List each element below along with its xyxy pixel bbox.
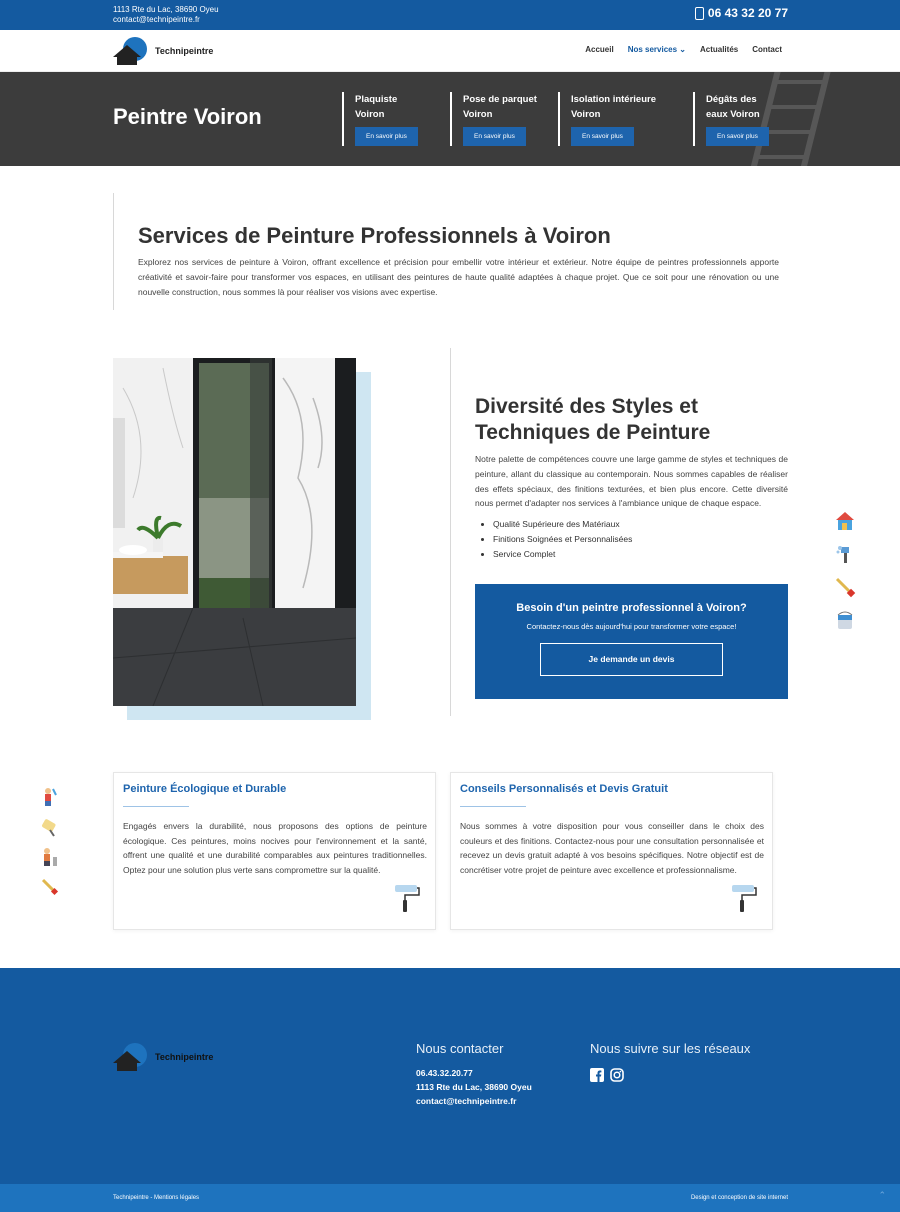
page-title: Peintre Voiron [113,104,262,129]
hero-card-title: Isolation intérieure Voiron [571,94,656,120]
list-item: • Finitions Soignées et Personnalisées [493,532,788,547]
list-item: • Qualité Supérieure des Matériaux [493,517,788,532]
top-address: 1113 Rte du Lac, 38690 Oyeu [113,5,219,14]
painter-icon [40,787,60,807]
brush-icon [40,877,60,897]
section-divider [450,348,451,716]
intro-section [113,193,783,310]
footer-logo[interactable] [113,1043,213,1071]
card-title: Conseils Personnalisés et Devis Gratuit [460,783,668,795]
nav-item-actualites[interactable]: Actualités [699,45,739,54]
brand-name: Technipeintre [155,46,214,56]
bottom-bar [0,1184,900,1212]
card-divider [460,806,526,807]
paint-brush-icon[interactable] [834,576,856,598]
nav-item-contact[interactable]: Contact [752,45,782,54]
styles-text: Notre palette de compétences couvre une large gamme de styles et techniques de peinture, allant du classique au contemporain. Nous sommes capables de réaliser des effets spéciaux, des finitions texturées, et bien plus encore. Cette diversité nous permet d'adapter nos services à l'ambiance unique de chaque espace. [475,454,788,509]
hero-card-button[interactable]: En savoir plus [571,127,634,146]
footer-brand-name: Technipeintre [155,1052,214,1062]
quote-cta-box [475,584,788,699]
nav-menu [585,45,782,54]
list-item: • Service Complet [493,547,788,562]
footer-contact-title: Nous contacter [416,1041,504,1056]
intro-title: Services de Peinture Professionnels à Voiron [138,223,611,248]
footer-social-title: Nous suivre sur les réseaux [590,1041,751,1056]
credits-link[interactable]: Design et conception de site internet [690,1195,788,1201]
paint-bucket-icon[interactable] [834,609,856,631]
bathroom-photo [113,358,356,706]
legal-link[interactable]: Technipeintre - Mentions légales [113,1195,200,1201]
floating-decor-icons [40,787,60,897]
top-phone-link[interactable] [695,6,788,20]
hero-card-button[interactable]: En savoir plus [355,127,418,146]
top-bar [0,0,900,30]
floating-service-icons [834,510,856,631]
top-phone-number: 06 43 32 20 77 [707,6,788,20]
card-text: Engagés envers la durabilité, nous proposons des options de peinture écologique. Ces peintures, moins nocives pour l'environnement et la santé, offrent une qualité et une durabilité comparables aux peintures traditionnelles. Optez pour une solution plus verte sans compromettre sur la qualité. [123,821,427,875]
site-footer [0,968,900,1184]
card-text: Nous sommes à votre disposition pour vous conseiller dans le choix des couleurs et des finitions. Contactez-nous pour une consultation personnalisée et recevez un devis gratuit adapté à vos besoins spécifiques. Notre objectif est de concrétiser votre projet de peinture avec excellence et professionnalisme. [460,821,764,875]
paint-roller-icon [391,883,421,913]
card-divider [123,806,189,807]
facebook-icon[interactable] [590,1068,604,1082]
instagram-icon[interactable] [610,1068,624,1082]
eco-paint-card [113,772,436,930]
footer-contact [416,1041,532,1108]
main-nav [0,30,900,72]
house-logo-icon [113,37,149,65]
footer-address: 1113 Rte du Lac, 38690 Oyeu [416,1082,532,1092]
request-quote-button[interactable]: Je demande un devis [540,643,723,676]
site-logo[interactable] [113,37,213,65]
nav-item-nos-services[interactable]: Nos services ⌄ [627,45,686,54]
top-contact-info [113,5,219,25]
intro-text: Explorez nos services de peinture à Voiron, offrant excellence et précision pour embellir votre intérieur et extérieur. Notre équipe de peintres professionnels apporte créativité et savoir-faire pour transformer vos espaces, en utilisant des peintures de haute qualité adaptées à chaque projet. Que ce soit pour une rénovation ou une nouvelle construction, nous sommes là pour réaliser vos visions avec expertise. [138,257,779,297]
cta-title: Besoin d'un peintre professionnel à Voiron? [516,602,747,614]
house-logo-icon [113,1043,149,1071]
roller-icon [40,817,60,837]
styles-section [475,394,788,562]
hero-banner [0,72,900,166]
paint-roller-icon [728,883,758,913]
footer-social [590,1041,750,1082]
hero-card-plaquiste [342,92,442,146]
advice-quote-card [450,772,773,930]
arrow-up-icon[interactable]: ⌃ [878,1190,886,1200]
styles-bullet-list [475,517,788,561]
house-painting-icon[interactable] [834,510,856,532]
hero-card-title: Pose de parquet Voiron [463,94,537,120]
footer-email-link[interactable]: contact@technipeintre.fr [416,1096,517,1106]
nav-item-accueil[interactable]: Accueil [585,45,614,54]
hero-card-title: Dégâts des eaux Voiron [706,94,760,120]
hero-card-degats-eaux [693,92,793,146]
hero-card-parquet [450,92,550,146]
footer-phone-link[interactable]: 06.43.32.20.77 [416,1068,473,1078]
hero-card-title: Plaquiste Voiron [355,94,398,120]
card-title: Peinture Écologique et Durable [123,783,287,795]
cta-subtitle: Contactez-nous dès aujourd'hui pour transformer votre espace! [526,622,737,631]
hero-card-button[interactable]: En savoir plus [463,127,526,146]
styles-title: Diversité des Styles et Techniques de Peinture [475,395,711,444]
hero-card-button[interactable]: En savoir plus [706,127,769,146]
worker-icon [40,847,60,867]
top-email-link[interactable]: contact@technipeintre.fr [113,15,200,24]
hero-card-isolation [558,92,668,146]
spray-gun-icon[interactable] [834,543,856,565]
phone-icon [695,7,704,20]
